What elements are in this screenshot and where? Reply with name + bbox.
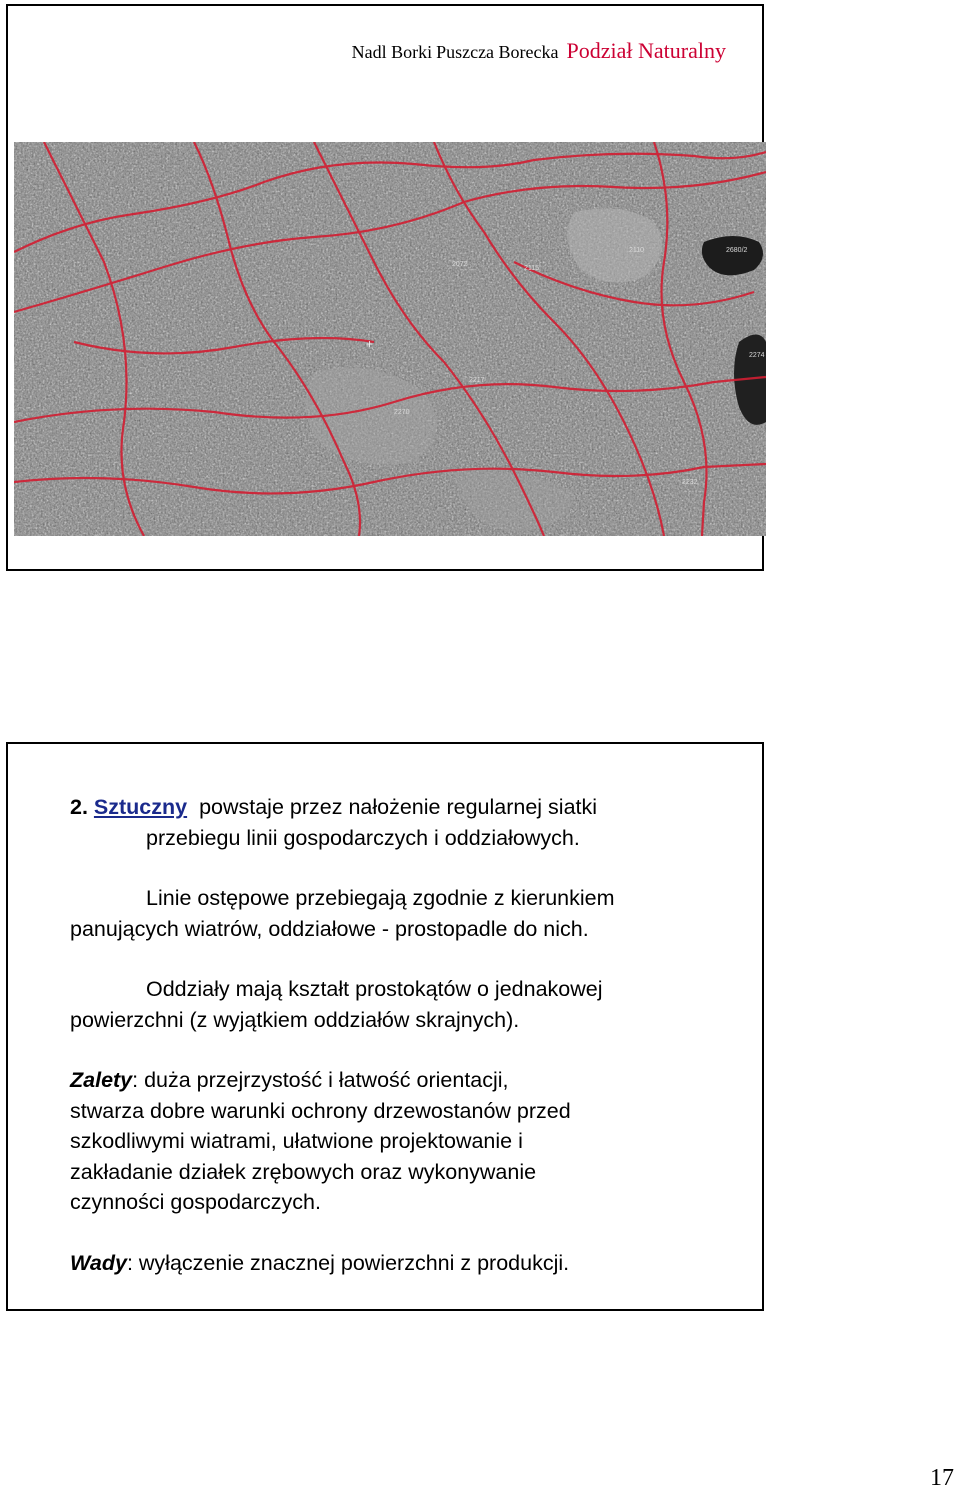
text-line: Oddziały mają kształt prostokątów o jednakowej <box>146 977 603 1001</box>
page-number: 17 <box>930 1465 954 1491</box>
map-label: 2115 <box>524 265 540 272</box>
term-sztuczny: Sztuczny <box>93 795 188 819</box>
term-zalety: Zalety <box>70 1068 133 1092</box>
paragraph-lines <box>70 883 750 944</box>
text-line: przebiegu linii gospodarczych i oddziałowych. <box>146 825 580 850</box>
map-label: 2232 <box>682 479 698 486</box>
slide-body <box>70 792 750 1278</box>
map-label: 2217 <box>469 377 485 384</box>
text-line: szkodliwymi wiatrami, ułatwione projektowanie i <box>70 1129 523 1153</box>
header-district: Nadl Borki <box>351 42 433 62</box>
map-label: 2680/2 <box>726 247 748 254</box>
map-label: 2274 <box>749 352 765 359</box>
text-line: panujących wiatrów, oddziałowe - prostopadle do nich. <box>70 916 589 941</box>
map-label: 2110 <box>629 247 645 254</box>
header-forest: Puszcza Borecka <box>436 42 559 62</box>
text-line: czynności gospodarczych. <box>70 1190 321 1214</box>
aerial-photo <box>14 142 766 536</box>
text-line: powstaje przez nałożenie regularnej siatki <box>199 795 598 819</box>
paragraph-artificial <box>70 792 750 853</box>
map-marker: + <box>366 337 374 351</box>
text-line: powierzchni (z wyjątkiem oddziałów skrajnych). <box>70 1007 520 1032</box>
paragraph-disadvantages <box>70 1248 750 1279</box>
slide-text <box>6 742 764 1311</box>
text-line: Linie ostępowe przebiegają zgodnie z kierunkiem <box>146 886 615 910</box>
aerial-photo-svg <box>14 142 766 536</box>
text-line: : duża przejrzystość i łatwość orientacji, <box>132 1068 509 1092</box>
list-number: 2. <box>70 795 88 819</box>
slide-aerial-map <box>6 4 764 571</box>
term-wady: Wady <box>70 1250 127 1275</box>
paragraph-advantages <box>70 1065 750 1218</box>
paragraph-compartments <box>70 974 750 1035</box>
forest-texture <box>14 142 766 536</box>
text-line: : wyłączenie znacznej powierzchni z produkcji. <box>126 1250 570 1275</box>
map-label: 2072 <box>452 261 468 268</box>
text-line: stwarza dobre warunki ochrony drzewostanów przed <box>70 1098 571 1123</box>
slide-header <box>352 38 726 64</box>
header-title: Podział Naturalny <box>566 38 726 63</box>
text-line: zakładanie działek zrębowych oraz wykonywanie <box>70 1159 537 1184</box>
map-label: 2270 <box>394 409 410 416</box>
